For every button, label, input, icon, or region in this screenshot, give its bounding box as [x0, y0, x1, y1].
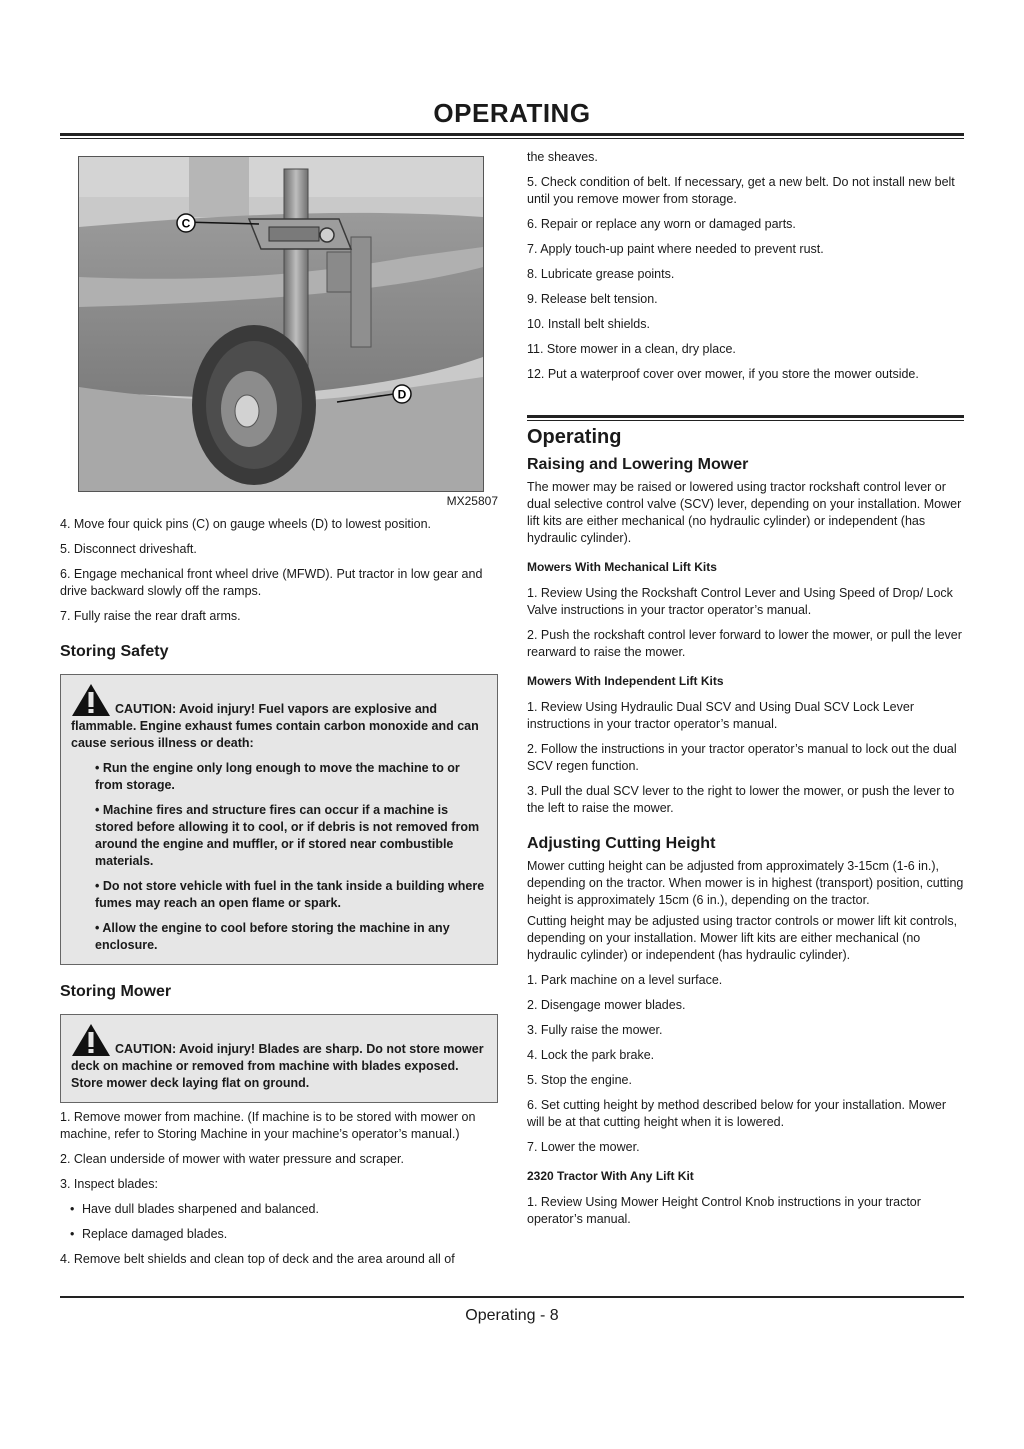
step-text: 4. Lock the park brake. [527, 1048, 655, 1062]
body-text: Cutting height may be adjusted using tractor controls or mower lift kit controls, depending on your installation. Mower lift kits are either mechanical (no hydraulic cylinder) or independent (has hydraulic cylinder). [527, 914, 958, 962]
raising-heading: Raising and Lowering Mower [527, 456, 749, 473]
step-text: the sheaves. [527, 150, 598, 164]
step-text: 1. Park machine on a level surface. [527, 973, 723, 987]
top-rule [60, 133, 964, 139]
step-text: 6. Engage mechanical front wheel drive (MFWD). Put tractor in low gear and drive backward slowly off the ramps. [60, 567, 483, 598]
storing-mower-heading: Storing Mower [60, 983, 172, 1000]
page-title: OPERATING [433, 98, 591, 128]
caution-text: CAUTION: Avoid injury! Blades are sharp. Do not store mower deck on machine or removed from machine with blades exposed. Store mower deck laying flat on ground. [71, 1042, 484, 1090]
body-text: Mower cutting height can be adjusted from approximately 3-15cm (1-6 in.), depending on the tractor. When mower is in highest (transport) position, cutting height is approximately 15cm (6 in.), depending on the tractor. [527, 859, 964, 907]
step-text: 3. Pull the dual SCV lever to the right to lower the mower, or push the lever to the left to raise the mower. [527, 784, 955, 815]
warning-triangle-icon [71, 1023, 111, 1057]
caution-bullet: • Do not store vehicle with fuel in the tank inside a building where fumes may reach an open flame or spark. [95, 879, 485, 910]
caution-bullet: • Machine fires and structure fires can occur if a machine is stored before allowing it to cool, or if debris is not removed from around the engine and muffler, or if stored near combustible materials. [95, 803, 480, 868]
step-text: 3. Inspect blades: [60, 1177, 158, 1191]
step-text: 8. Lubricate grease points. [527, 267, 675, 281]
callout-c-label: C [181, 216, 191, 231]
step-text: 2. Disengage mower blades. [527, 998, 686, 1012]
step-text: 10. Install belt shields. [527, 317, 650, 331]
independent-lift-heading: Mowers With Independent Lift Kits [527, 674, 724, 688]
step-text: 9. Release belt tension. [527, 292, 658, 306]
step-text: 2. Push the rockshaft control lever forward to lower the mower, or pull the lever rearward to raise the mower. [527, 628, 962, 659]
operating-heading: Operating [527, 426, 622, 448]
step-text: 1. Remove mower from machine. (If machine is to be stored with mower on machine, refer to Storing Machine in your machine’s operator’s manual.) [60, 1110, 476, 1141]
step-text: 5. Check condition of belt. If necessary, get a new belt. Do not install new belt until you remove mower from storage. [527, 175, 955, 206]
gauge-wheel-figure [78, 156, 484, 492]
step-text: 4. Remove belt shields and clean top of deck and the area around all of [60, 1252, 455, 1266]
body-text: The mower may be raised or lowered using tractor rockshaft control lever or dual selective control valve (SCV) lever, depending on your installation. Mower lift kits are either mechanical (no hydraulic cylinder) or independent (has hydraulic cylinder). [527, 480, 962, 545]
storing-safety-heading: Storing Safety [60, 643, 169, 660]
bottom-rule [60, 1296, 964, 1298]
blade-bullet-text: Replace damaged blades. [82, 1227, 228, 1241]
step-text: 7. Fully raise the rear draft arms. [60, 609, 241, 623]
caution-bullet: • Allow the engine to cool before storing the machine in any enclosure. [95, 921, 450, 952]
step-text: 1. Review Using Mower Height Control Knob instructions in your tractor operator’s manual. [527, 1195, 921, 1226]
figure-caption: MX25807 [446, 494, 498, 508]
storing-mower-caution [60, 1014, 498, 1103]
caution-bullet: • Run the engine only long enough to move the machine to or from storage. [95, 761, 460, 792]
blade-bullet: • Have dull blades sharpened and balanced. [70, 1202, 319, 1216]
caution-text: CAUTION: Avoid injury! Fuel vapors are explosive and flammable. Engine exhaust fumes contain carbon monoxide and can cause serious illness or death: [71, 702, 479, 750]
blade-bullet-text: Have dull blades sharpened and balanced. [82, 1202, 319, 1216]
step-text: 6. Repair or replace any worn or damaged parts. [527, 217, 796, 231]
step-text: 3. Fully raise the mower. [527, 1023, 663, 1037]
tractor-2320-heading: 2320 Tractor With Any Lift Kit [527, 1169, 694, 1183]
step-text: 1. Review Using the Rockshaft Control Lever and Using Speed of Drop/ Lock Valve instructions in your tractor operator’s manual. [527, 586, 953, 617]
step-text: 12. Put a waterproof cover over mower, if you store the mower outside. [527, 367, 919, 381]
step-text: 6. Set cutting height by method described below for your installation. Mower will be at that cutting height when it is lowered. [527, 1098, 946, 1129]
gauge-wheel-illustration [79, 157, 483, 491]
left-column [60, 150, 498, 1276]
warning-triangle-icon [71, 683, 111, 717]
adjusting-height-heading: Adjusting Cutting Height [527, 835, 716, 852]
step-text: 4. Move four quick pins (C) on gauge wheels (D) to lowest position. [60, 517, 432, 531]
mechanical-lift-heading: Mowers With Mechanical Lift Kits [527, 560, 717, 574]
step-text: 11. Store mower in a clean, dry place. [527, 342, 736, 356]
step-text: 1. Review Using Hydraulic Dual SCV and Using Dual SCV Lock Lever instructions in your tractor operator’s manual. [527, 700, 914, 731]
step-text: 2. Follow the instructions in your tractor operator’s manual to lock out the dual SCV regen function. [527, 742, 957, 773]
blade-bullet: • Replace damaged blades. [70, 1227, 228, 1241]
section-rule [527, 415, 964, 421]
right-column [527, 149, 964, 1236]
step-text: 7. Apply touch-up paint where needed to prevent rust. [527, 242, 824, 256]
page-footer: Operating - 8 [465, 1307, 559, 1324]
callout-d-label: D [397, 387, 407, 402]
step-text: 5. Stop the engine. [527, 1073, 632, 1087]
step-text: 2. Clean underside of mower with water pressure and scraper. [60, 1152, 404, 1166]
storing-safety-caution [60, 674, 498, 965]
step-text: 5. Disconnect driveshaft. [60, 542, 197, 556]
step-text: 7. Lower the mower. [527, 1140, 640, 1154]
